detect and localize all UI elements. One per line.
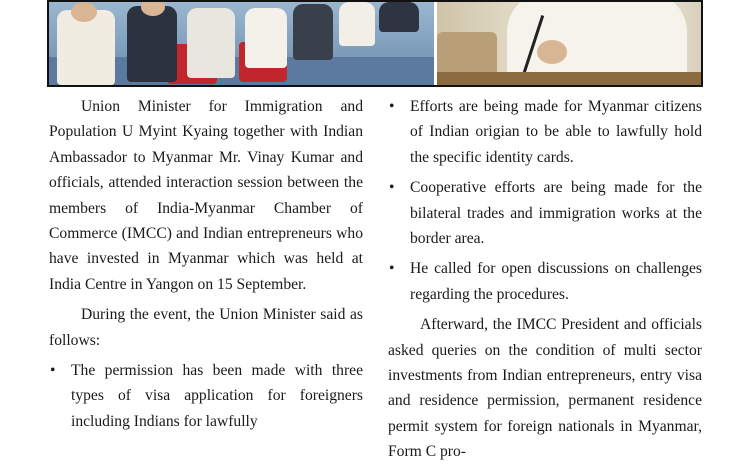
article-column-right (388, 94, 702, 470)
list-item-text: The permission has been made with three types of visa application for foreigners including Indians for lawfully (71, 362, 363, 430)
bullet-icon: • (389, 260, 395, 278)
bullet-icon: • (389, 98, 395, 115)
list-item (388, 94, 702, 170)
list-item (49, 358, 363, 434)
list-item (388, 175, 702, 251)
list-item (388, 256, 702, 307)
speaker-podium-photo (437, 2, 701, 85)
minister-statements-list (49, 358, 363, 434)
bullet-icon: • (389, 179, 395, 197)
list-item-text: Efforts are being made for Myanmar citizens of Indian origian to be able to lawfully hold the specific identity cards. (410, 98, 702, 166)
meeting-audience-photo (49, 2, 434, 85)
list-item-text: Cooperative efforts are being made for the bilateral trades and immigration works at the border area. (410, 179, 702, 248)
queries-paragraph: Afterward, the IMCC President and officials asked queries on the condition of multi sector investments from Indian entrepreneurs, entry visa and residence permission, permanent residence permit system for foreign nationals in Myanmar, Form C pro- (388, 316, 702, 461)
intro-paragraph: Union Minister for Immigration and Population U Myint Kyaing together with Indian Ambassador to Myanmar Mr. Vinay Kumar and officials, attended interaction session between the members of India-Myanmar Chamber of Commerce (IMCC) and Indian entrepreneurs who have invested in Myanmar which was held at India Centre in Yangon on 15 September. (49, 98, 363, 293)
news-photo-strip (47, 0, 703, 87)
article-column-left (49, 94, 363, 439)
list-item-text: He called for open discussions on challenges regarding the procedures. (410, 260, 702, 303)
minister-statements-list-continued (388, 94, 702, 307)
event-paragraph: During the event, the Union Minister said as follows: (49, 306, 363, 349)
bullet-icon: • (50, 362, 56, 380)
